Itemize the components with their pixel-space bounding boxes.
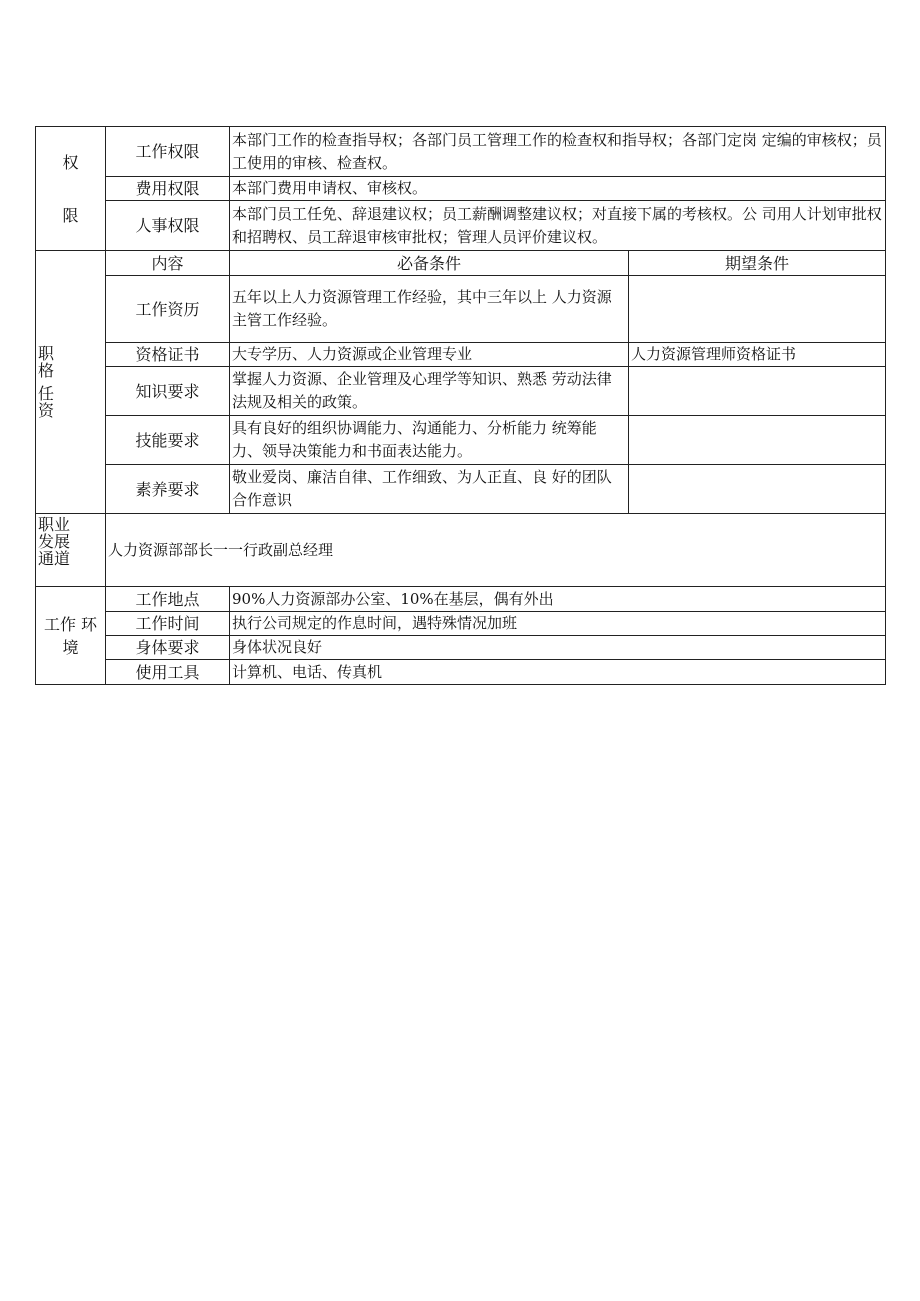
qualification-label: 技能要求 [106, 416, 230, 465]
qualification-desired [629, 416, 886, 465]
qualification-header-row [36, 251, 886, 276]
environment-label: 工作时间 [106, 612, 230, 636]
authority-label: 工作权限 [106, 127, 230, 177]
environment-text: 执行公司规定的作息时间，遇特殊情况加班 [230, 612, 886, 636]
authority-label: 人事权限 [106, 201, 230, 251]
career-section-line: 通道 [38, 549, 71, 568]
environment-section-top: 工作 环 [43, 614, 98, 634]
environment-row [36, 636, 886, 660]
qualification-required: 大专学历、人力资源或企业管理专业 [230, 343, 629, 367]
qualification-label: 资格证书 [106, 343, 230, 367]
authority-row-personnel [36, 201, 886, 251]
environment-text: 身体状况良好 [230, 636, 886, 660]
qualification-section-line: 格 [38, 361, 55, 380]
qualification-desired [629, 465, 886, 514]
qualification-section-line: 任 [38, 384, 55, 403]
header-content: 内容 [106, 251, 230, 276]
qualification-required: 具有良好的组织协调能力、沟通能力、分析能力 统筹能力、领导决策能力和书面表达能力。 [230, 416, 629, 465]
qualification-label: 素养要求 [106, 465, 230, 514]
environment-section-label [36, 587, 106, 685]
qualification-section-line: 职 [38, 344, 55, 363]
qualification-row [36, 276, 886, 343]
environment-row [36, 612, 886, 636]
environment-text: 计算机、电话、传真机 [230, 660, 886, 685]
authority-text: 本部门员工任免、辞退建议权；员工薪酬调整建议权；对直接下属的考核权。公 司用人计划审批权和招聘权、员工辞退审核审批权；管理人员评价建议权。 [230, 201, 886, 251]
career-section-line: 发展 [38, 532, 71, 551]
environment-label: 身体要求 [106, 636, 230, 660]
qualification-desired: 人力资源管理师资格证书 [629, 343, 886, 367]
career-text: 人力资源部部长一一行政副总经理 [106, 514, 886, 587]
environment-label: 使用工具 [106, 660, 230, 685]
environment-row [36, 587, 886, 612]
qualification-required: 掌握人力资源、企业管理及心理学等知识、熟悉 劳动法律法规及相关的政策。 [230, 367, 629, 416]
authority-label: 费用权限 [106, 177, 230, 201]
header-desired: 期望条件 [629, 251, 886, 276]
career-section-label [36, 514, 106, 587]
authority-row-work [36, 127, 886, 177]
environment-section-bottom: 境 [62, 637, 79, 657]
qualification-section-label [36, 251, 106, 514]
authority-section-bottom: 限 [62, 205, 79, 225]
qualification-desired [629, 367, 886, 416]
qualification-desired [629, 276, 886, 343]
qualification-required: 五年以上人力资源管理工作经验，其中三年以上 人力资源主管工作经验。 [230, 276, 629, 343]
authority-text: 本部门工作的检查指导权；各部门员工管理工作的检查权和指导权；各部门定岗 定编的审核权；员工使用的审核、检查权。 [230, 127, 886, 177]
authority-text: 本部门费用申请权、审核权。 [230, 177, 886, 201]
authority-row-expense [36, 177, 886, 201]
qualification-section-line: 资 [38, 401, 55, 420]
environment-label: 工作地点 [106, 587, 230, 612]
job-description-table [35, 126, 886, 685]
authority-section-top: 权 [62, 152, 79, 172]
environment-row [36, 660, 886, 685]
authority-section-label [36, 127, 106, 251]
environment-text: 90%人力资源部办公室、10%在基层，偶有外出 [230, 587, 886, 612]
header-required: 必备条件 [230, 251, 629, 276]
qualification-label: 知识要求 [106, 367, 230, 416]
qualification-row [36, 465, 886, 514]
career-row [36, 514, 886, 587]
qualification-label: 工作资历 [106, 276, 230, 343]
qualification-row [36, 343, 886, 367]
qualification-row [36, 416, 886, 465]
qualification-required: 敬业爱岗、廉洁自律、工作细致、为人正直、良 好的团队合作意识 [230, 465, 629, 514]
qualification-row [36, 367, 886, 416]
career-section-line: 职业 [38, 515, 71, 534]
